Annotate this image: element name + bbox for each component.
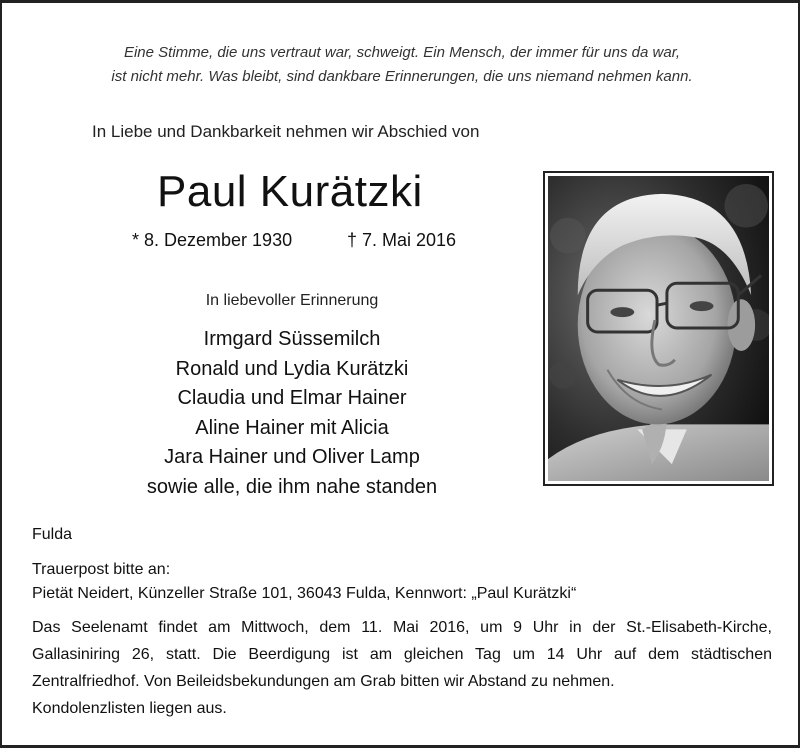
quote-line: ist nicht mehr. Was bleibt, sind dankbare Erinnerungen, die uns niemand nehmen kann. bbox=[111, 68, 693, 85]
mourner-line: Ronald und Lydia Kurätzki bbox=[175, 357, 409, 380]
info-line: Zentralfriedhof. Von Beileidsbekundungen am Grab bitten wir Abstand zu nehmen. bbox=[32, 673, 615, 690]
quote-line: Eine Stimme, die uns vertraut war, schweigt. Ein Mensch, der immer für uns da war, bbox=[123, 44, 681, 61]
info-line: Gallasiniring 26, statt. Die Beerdigung ist am gleichen Tag um 14 Uhr auf dem städtischen bbox=[32, 646, 772, 663]
info-line: Das Seelenamt findet am Mittwoch, dem 11. Mai 2016, um 9 Uhr in der St.-Elisabeth-Kirche, bbox=[32, 619, 772, 636]
mourners-list bbox=[102, 325, 482, 502]
mourner-line: Jara Hainer und Oliver Lamp bbox=[164, 446, 420, 468]
mourner-line: sowie alle, die ihm nahe standen bbox=[146, 475, 438, 498]
portrait-image bbox=[548, 176, 769, 481]
condolence-mail-address: Pietät Neidert, Künzeller Straße 101, 36043 Fulda, Kennwort: „Paul Kurätzki“ bbox=[32, 585, 577, 602]
deceased-name: Paul Kurätzki bbox=[157, 167, 423, 216]
condolence-mail-label: Trauerpost bitte an: bbox=[32, 561, 171, 578]
service-information bbox=[32, 614, 772, 722]
mourner-line: Aline Hainer mit Alicia bbox=[195, 416, 389, 439]
place-text: Fulda bbox=[32, 526, 73, 543]
mourner-line: Irmgard Süssemilch bbox=[203, 328, 381, 350]
memorial-quote bbox=[2, 41, 800, 89]
death-date: † 7. Mai 2016 bbox=[347, 230, 457, 250]
info-line: Kondolenzlisten liegen aus. bbox=[32, 700, 227, 717]
birth-date: * 8. Dezember 1930 bbox=[132, 230, 293, 250]
portrait-photo bbox=[543, 171, 774, 486]
memory-label: In liebevoller Erinnerung bbox=[205, 292, 379, 309]
mourner-line: Claudia und Elmar Hainer bbox=[177, 387, 407, 409]
intro-text: In Liebe und Dankbarkeit nehmen wir Abschied von bbox=[92, 122, 480, 141]
